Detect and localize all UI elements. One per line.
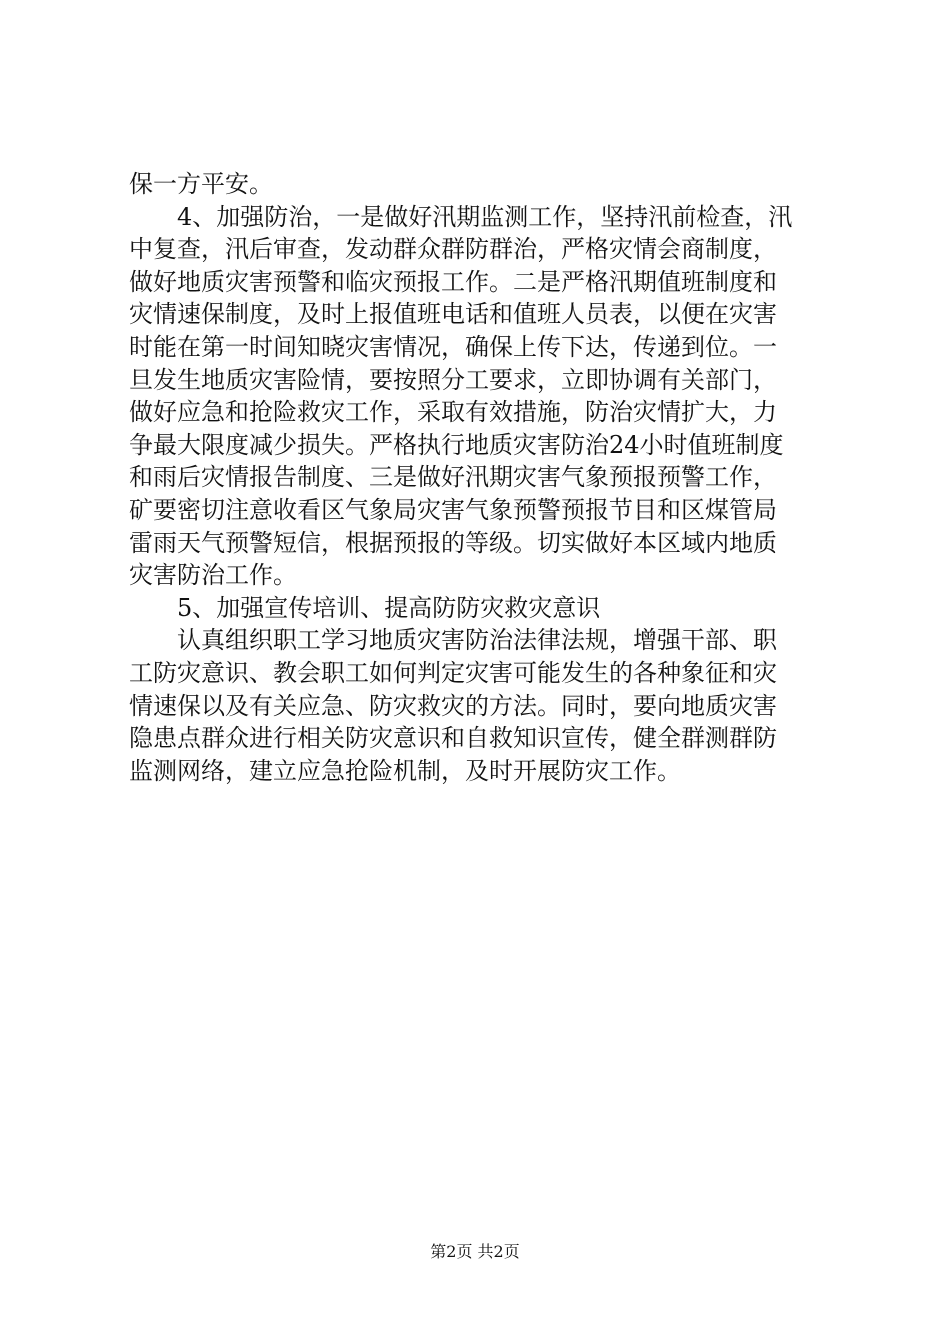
document-body (129, 168, 834, 787)
text-line: 4、加强防治，一是做好汛期监测工作，坚持汛前检查，汛 (129, 202, 793, 231)
text-line: 争最大限度减少损失。严格执行地质灾害防治24小时值班制度 (129, 430, 784, 459)
page-number-footer: 第2页 共2页 (430, 1242, 520, 1261)
text-line: 时能在第一时间知晓灾害情况，确保上传下达，传递到位。一 (129, 332, 777, 361)
text-line: 隐患点群众进行相关防灾意识和自救知识宣传，健全群测群防 (129, 724, 777, 753)
text-line: 工防灾意识、教会职工如何判定灾害可能发生的各种象征和灾 (129, 658, 777, 687)
text-line: 中复查，汛后审查，发动群众群防群治，严格灾情会商制度， (129, 235, 777, 264)
text-line: 保一方平安。 (129, 170, 273, 198)
text-line: 做好应急和抢险救灾工作，采取有效措施，防治灾情扩大，力 (129, 398, 777, 427)
text-line: 灾害防治工作。 (129, 561, 297, 590)
text-line: 雷雨天气预警短信，根据预报的等级。切实做好本区域内地质 (129, 528, 777, 557)
text-line: 认真组织职工学习地质灾害防治法律法规，增强干部、职 (129, 626, 777, 655)
text-line: 灾情速保制度，及时上报值班电话和值班人员表，以便在灾害 (129, 300, 777, 329)
text-line: 和雨后灾情报告制度、三是做好汛期灾害气象预报预警工作， (129, 463, 777, 492)
text-line: 监测网络，建立应急抢险机制，及时开展防灾工作。 (129, 756, 681, 785)
text-line: 旦发生地质灾害险情，要按照分工要求，立即协调有关部门， (129, 365, 777, 394)
text-line: 情速保以及有关应急、防灾救灾的方法。同时，要向地质灾害 (129, 691, 777, 720)
text-line: 矿要密切注意收看区气象局灾害气象预警预报节目和区煤管局 (129, 495, 777, 524)
text-line: 做好地质灾害预警和临灾预报工作。二是严格汛期值班制度和 (129, 267, 777, 296)
text-line: 5、加强宣传培训、提高防防灾救灾意识 (129, 593, 601, 622)
